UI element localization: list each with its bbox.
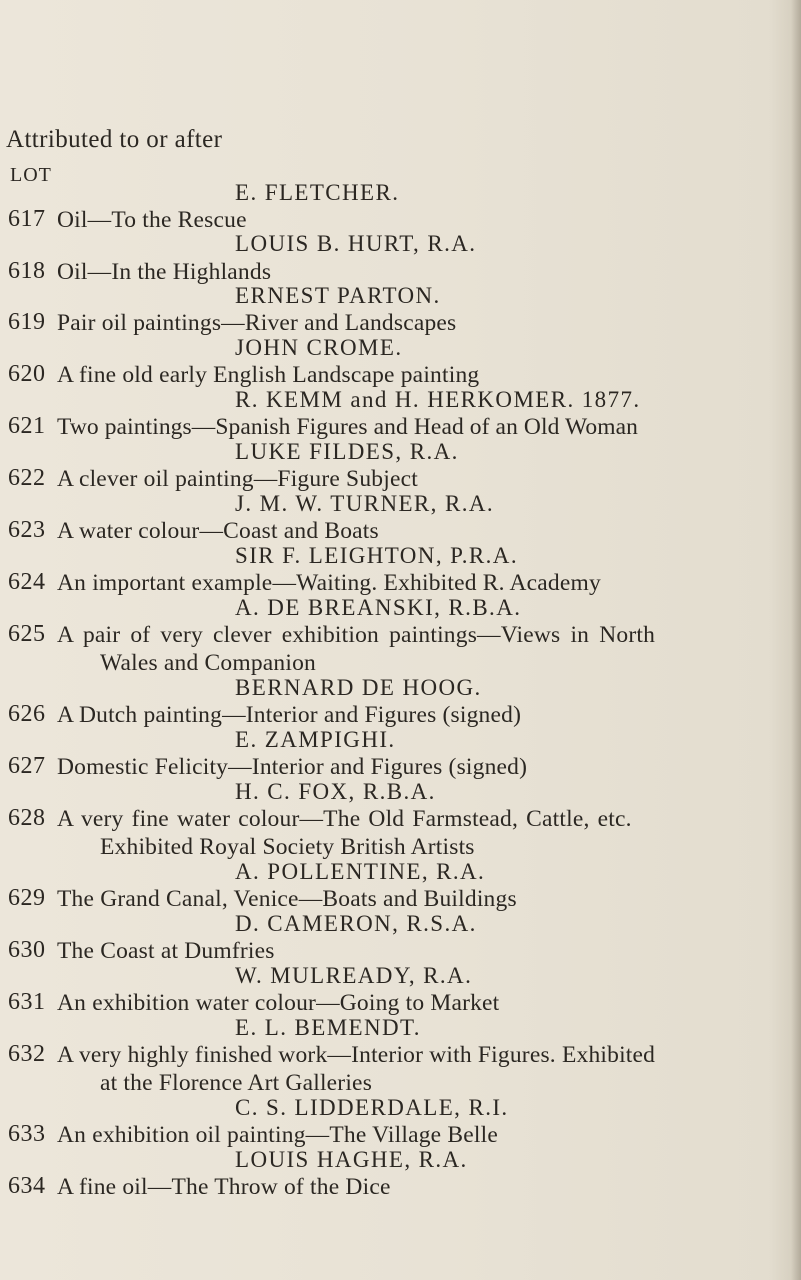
lot-description: A very highly finished work—Interior with Figures. Exhibited xyxy=(57,1042,656,1068)
lot-description: A very fine water colour—The Old Farmstead, Cattle, etc. xyxy=(57,806,632,832)
lot-description: Pair oil paintings—River and Landscapes xyxy=(57,310,457,336)
lot-artist: LOUIS HAGHE, R.A. xyxy=(235,1147,468,1172)
lot-artist: A. DE BREANSKI, R.B.A. xyxy=(235,595,522,620)
lot-number: 621 xyxy=(8,413,46,439)
lot-description: An important example—Waiting. Exhibited R. Academy xyxy=(57,570,601,596)
lot-artist: H. C. FOX, R.B.A. xyxy=(235,779,436,804)
lot-description: Oil—To the Rescue xyxy=(57,207,247,233)
lot-description-continued: Wales and Companion xyxy=(100,650,316,676)
lot-number: 622 xyxy=(8,465,46,491)
lot-artist: ERNEST PARTON. xyxy=(235,283,441,308)
lot-description: The Grand Canal, Venice—Boats and Buildings xyxy=(57,886,517,912)
lot-number: 630 xyxy=(8,937,46,963)
lot-description: An exhibition water colour—Going to Market xyxy=(57,990,500,1016)
lot-number: 625 xyxy=(8,621,46,647)
lot-column-heading: LOT xyxy=(10,164,52,186)
lot-artist: C. S. LIDDERDALE, R.I. xyxy=(235,1095,509,1120)
lot-artist: BERNARD DE HOOG. xyxy=(235,675,482,700)
lot-number: 620 xyxy=(8,361,46,387)
lot-artist: SIR F. LEIGHTON, P.R.A. xyxy=(235,543,518,568)
lot-number: 626 xyxy=(8,701,46,727)
lot-description: A water colour—Coast and Boats xyxy=(57,518,379,544)
lot-number: 631 xyxy=(8,989,46,1015)
lot-number: 618 xyxy=(8,258,46,284)
lot-artist: A. POLLENTINE, R.A. xyxy=(235,859,486,884)
lot-number: 628 xyxy=(8,805,46,831)
lot-description: A clever oil painting—Figure Subject xyxy=(57,466,418,492)
lot-artist: J. M. W. TURNER, R.A. xyxy=(235,491,495,516)
lot-artist: D. CAMERON, R.S.A. xyxy=(235,911,477,936)
lot-description: An exhibition oil painting—The Village Belle xyxy=(57,1122,498,1148)
lot-description: Domestic Felicity—Interior and Figures (signed) xyxy=(57,754,528,780)
lot-description: A pair of very clever exhibition paintings—Views in North xyxy=(57,622,656,648)
lot-artist: R. KEMM and H. HERKOMER. 1877. xyxy=(235,387,641,412)
lot-artist: W. MULREADY, R.A. xyxy=(235,963,473,988)
lot-artist: E. FLETCHER. xyxy=(235,180,400,205)
lot-description: A Dutch painting—Interior and Figures (signed) xyxy=(57,702,522,728)
lot-number: 619 xyxy=(8,309,46,335)
lot-description: A fine oil—The Throw of the Dice xyxy=(57,1174,391,1200)
lot-number: 617 xyxy=(8,206,46,232)
lot-number: 627 xyxy=(8,753,46,779)
lot-artist: LOUIS B. HURT, R.A. xyxy=(235,231,477,256)
lot-description: A fine old early English Landscape painting xyxy=(57,362,480,388)
lot-artist: JOHN CROME. xyxy=(235,335,403,360)
lot-description: Oil—In the Highlands xyxy=(57,259,272,285)
lot-artist: E. L. BEMENDT. xyxy=(235,1015,421,1040)
lot-description: Two paintings—Spanish Figures and Head of an Old Woman xyxy=(57,414,639,440)
lot-number: 624 xyxy=(8,569,46,595)
lot-number: 623 xyxy=(8,517,46,543)
lot-description: The Coast at Dumfries xyxy=(57,938,275,964)
lot-description-continued: at the Florence Art Galleries xyxy=(100,1070,373,1096)
lot-number: 634 xyxy=(8,1173,46,1199)
section-heading: Attributed to or after xyxy=(6,126,223,153)
page-edge-shadow xyxy=(791,0,801,1280)
lot-artist: LUKE FILDES, R.A. xyxy=(235,439,459,464)
lot-description-continued: Exhibited Royal Society British Artists xyxy=(100,834,475,860)
lot-artist: E. ZAMPIGHI. xyxy=(235,727,396,752)
lot-number: 632 xyxy=(8,1041,46,1067)
lot-number: 629 xyxy=(8,885,46,911)
lot-number: 633 xyxy=(8,1121,46,1147)
